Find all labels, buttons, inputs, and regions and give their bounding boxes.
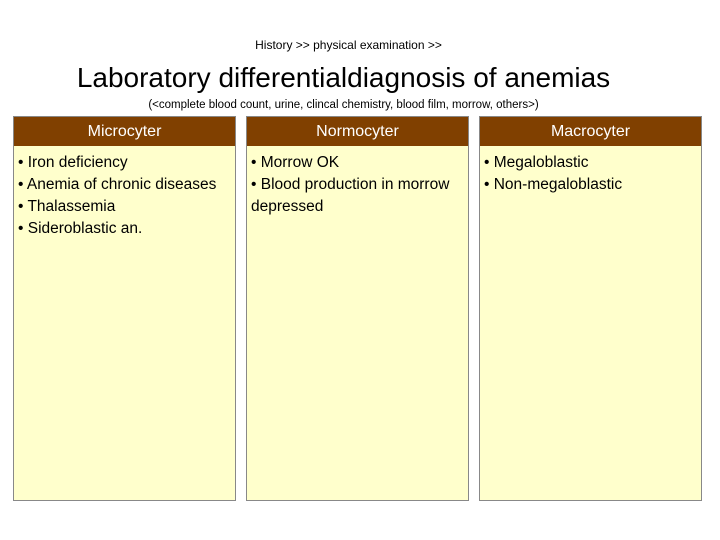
column-microcyter xyxy=(13,116,236,501)
column-body-normocyter xyxy=(247,146,468,218)
page-title: Laboratory differentialdiagnosis of anemias xyxy=(76,62,611,93)
page-subtitle: (<complete blood count, urine, clincal chemistry, blood film, morrow, others>) xyxy=(148,99,539,111)
column-header-macrocyter: Macrocyter xyxy=(480,117,701,146)
column-normocyter xyxy=(246,116,469,501)
breadcrumb: History >> physical examination >> xyxy=(255,38,442,52)
list-item: • Thalassemia xyxy=(18,198,116,215)
list-item: • Iron deficiency xyxy=(18,154,128,171)
list-item: • Blood production in morrow depressed xyxy=(251,176,450,215)
list-item: • Anemia of chronic diseases xyxy=(18,176,217,193)
list-item: • Morrow OK xyxy=(251,154,340,171)
column-header-normocyter: Normocyter xyxy=(247,117,468,146)
list-item: • Non-megaloblastic xyxy=(484,176,623,193)
list-item: • Megaloblastic xyxy=(484,154,589,171)
column-macrocyter xyxy=(479,116,702,501)
column-header-microcyter: Microcyter xyxy=(14,117,235,146)
column-body-microcyter xyxy=(14,146,235,240)
column-body-macrocyter xyxy=(480,146,701,196)
list-item: • Sideroblastic an. xyxy=(18,220,143,237)
